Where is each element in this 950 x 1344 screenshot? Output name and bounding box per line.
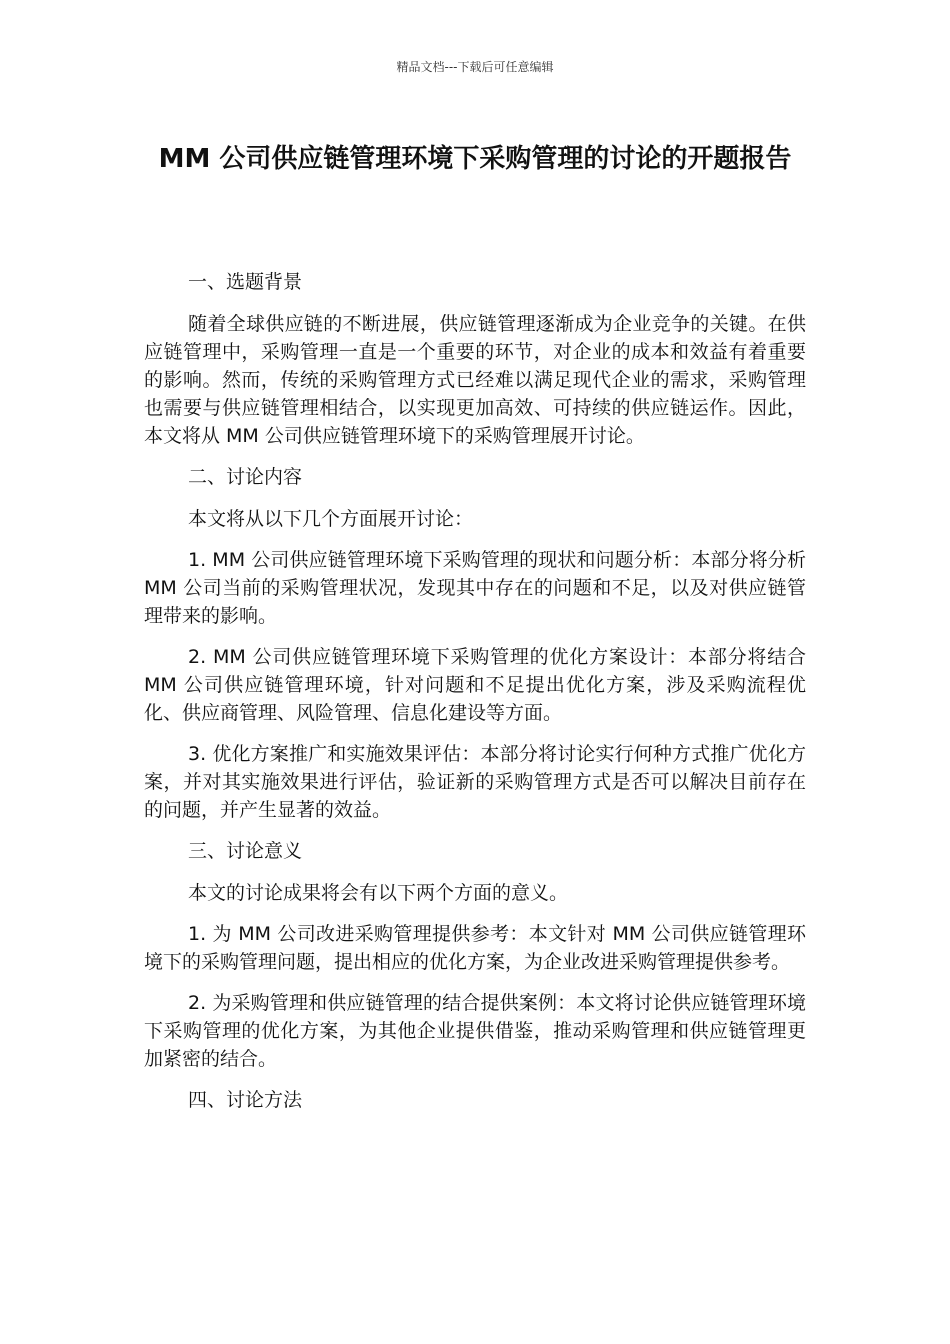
header-note: 精品文档---下载后可任意编辑 bbox=[396, 60, 554, 74]
paragraph-content-item-3: 3. 优化方案推广和实施效果评估：本部分将讨论实行何种方式推广优化方案，并对其实施效果进行评估，验证新的采购管理方式是否可以解决目前存在的问题，并产生显著的效益。 bbox=[144, 743, 806, 821]
paragraph-content-item-1: 1. MM 公司供应链管理环境下采购管理的现状和问题分析：本部分将分析 MM 公司当前的采购管理状况，发现其中存在的问题和不足，以及对供应链管理带来的影响。 bbox=[144, 549, 806, 627]
paragraph-significance-item-2: 2. 为采购管理和供应链管理的结合提供案例：本文将讨论供应链管理环境下采购管理的优化方案，为其他企业提供借鉴，推动采购管理和供应链管理更加紧密的结合。 bbox=[144, 992, 806, 1070]
paragraph-significance-intro: 本文的讨论成果将会有以下两个方面的意义。 bbox=[188, 882, 569, 904]
paragraph-significance-item-1: 1. 为 MM 公司改进采购管理提供参考：本文针对 MM 公司供应链管理环境下的采购管理问题，提出相应的优化方案，为企业改进采购管理提供参考。 bbox=[144, 923, 806, 973]
section-heading-method: 四、讨论方法 bbox=[188, 1089, 303, 1111]
section-heading-content: 二、讨论内容 bbox=[188, 466, 303, 488]
document-body bbox=[144, 268, 806, 1128]
paragraph-content-intro: 本文将从以下几个方面展开讨论： bbox=[188, 508, 474, 530]
section-heading-background: 一、选题背景 bbox=[188, 271, 303, 293]
document-title: MM 公司供应链管理环境下采购管理的讨论的开题报告 bbox=[158, 144, 792, 174]
paragraph-content-item-2: 2. MM 公司供应链管理环境下采购管理的优化方案设计：本部分将结合 MM 公司供应链管理环境，针对问题和不足提出优化方案，涉及采购流程优化、供应商管理、风险管理、信息化建设等方面。 bbox=[144, 646, 806, 724]
paragraph-background: 随着全球供应链的不断进展，供应链管理逐渐成为企业竞争的关键。在供应链管理中，采购管理一直是一个重要的环节，对企业的成本和效益有着重要的影响。然而，传统的采购管理方式已经难以满足现代企业的需求，采购管理也需要与供应链管理相结合，以实现更加高效、可持续的供应链运作。因此，本文将从 MM 公司供应链管理环境下的采购管理展开讨论。 bbox=[144, 313, 806, 447]
section-heading-significance: 三、讨论意义 bbox=[188, 840, 303, 862]
